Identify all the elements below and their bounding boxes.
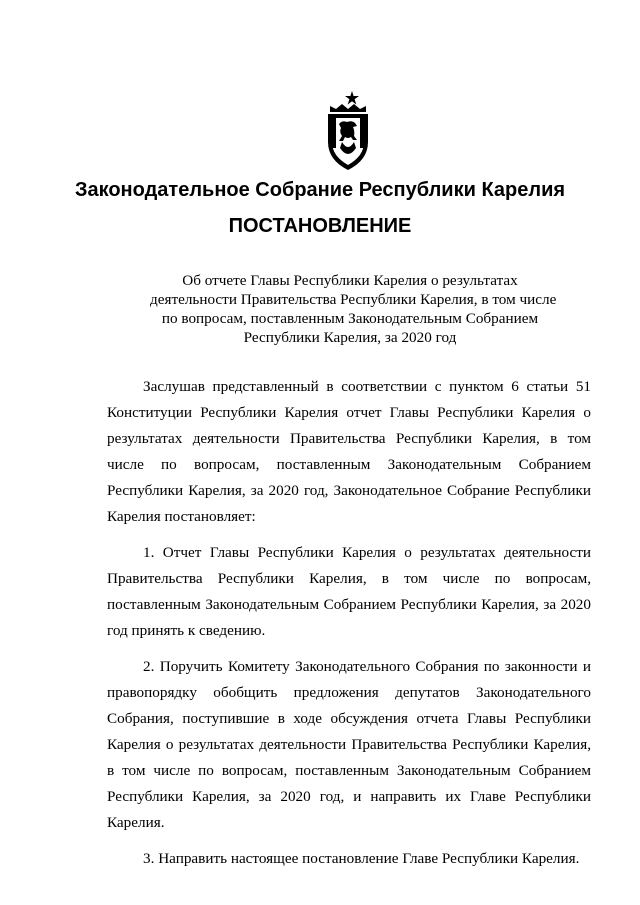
clause-paragraph-1: 1. Отчет Главы Республики Карелия о результатах деятельности Правительства Республики Карелия, в том числе по вопросам, поставленным Законодательным Собранием Республики Карелия, за 2020 год принять к сведению. xyxy=(107,544,591,639)
karelia-coat-of-arms-icon xyxy=(322,90,374,172)
subject-line: деятельности Правительства Республики Карелия, в том числе xyxy=(150,291,557,308)
document-type: ПОСТАНОВЛЕНИЕ xyxy=(228,215,412,237)
document-body xyxy=(107,374,591,882)
subject-line: Об отчете Главы Республики Карелия о результатах xyxy=(182,272,518,289)
clause-paragraph-3: 3. Направить настоящее постановление Главе Республики Карелия. xyxy=(143,850,580,867)
subject-line: по вопросам, поставленным Законодательным Собранием xyxy=(161,310,539,327)
clause-paragraph-2: 2. Поручить Комитету Законодательного Собрания по законности и правопорядку обобщить предложения депутатов Законодательного Собрания, поступившие в ходе обсуждения отчета Главы Республики Карелия о результатах деятельности Правительства Республики Карелия, в том числе по вопросам, поставленным Законодательным Собранием Республики Карелия, за 2020 год, и направить их Главе Республики Карелия. xyxy=(107,658,591,831)
preamble-paragraph: Заслушав представленный в соответствии с пунктом 6 статьи 51 Конституции Республики Карелия отчет Главы Республики Карелия о результатах деятельности Правительства Республики Карелия, в том числе по вопросам, поставленным Законодательным Собранием Республики Карелия, за 2020 год, Законодательное Собрание Республики Карелия постановляет: xyxy=(107,378,591,525)
organization-name: Законодательное Собрание Республики Карелия xyxy=(74,179,566,201)
document-subject xyxy=(150,271,557,347)
subject-line: Республики Карелия, за 2020 год xyxy=(243,329,457,346)
